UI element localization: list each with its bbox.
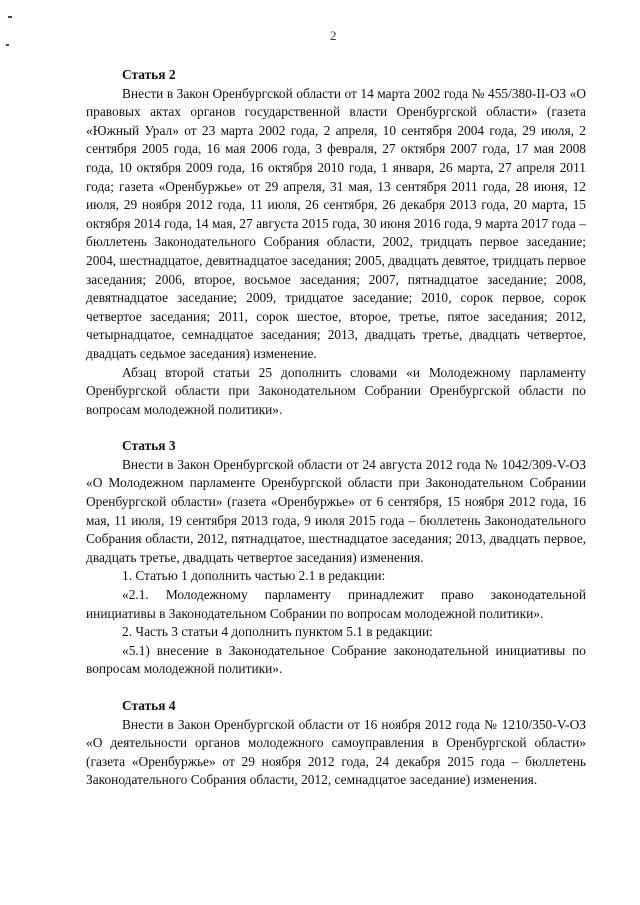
article-paragraph: «5.1) внесение в Законодательное Собрание законодательной инициативы по вопросам молодежной политики». [86,642,586,677]
article-paragraph: «2.1. Молодежному парламенту принадлежит право законодательной инициативы в Законодательном Собрании по вопросам молодежной политики». [86,587,586,621]
article-4 [86,697,586,790]
article-paragraph: Абзац второй статьи 25 дополнить словами «и Молодежному парламенту Оренбургской области при Законодательном Собрании Оренбургской области по вопросам молодежной политики». [86,364,586,417]
article-paragraph: Внести в Закон Оренбургской области от 14 марта 2002 года № 455/380-II-ОЗ «О правовых актах органов государственной власти Оренбургской области» (газета «Южный Урал» от 23 марта 2002 года, 2 апреля, 10 сентября 2004 года, 29 июля, 2 сентября 2005 года, 16 мая 2006 года, 3 февраля, 27 октября 2007 года, 17 мая 2008 года, 10 октября 2009 года, 16 октября 2010 года, 1 января, 26 марта, 27 апреля 2011 года; газета «Оренбуржье» от 29 апреля, 31 мая, 13 сентября 2011 года, 28 июня, 12 июля, 29 ноября 2012 года, 11 июля, 26 сентября, 26 декабря 2013 года, 20 марта, 15 октября 2014 года, 14 мая, 27 августа 2015 года, 30 июня 2016 года, 9 марта 2017 года – бюллетень Законодательного Собрания области, 2002, тридцать первое заседание; 2004, шестнадцатое, девятнадцатое заседания; 2005, двадцать девятое, тридцать первое заседания; 2006, второе, восьмое заседания; 2007, пятнадцатое заседание; 2008, девятнадцатое заседание; 2009, тридцатое заседание; 2010, сорок первое, сорок четвертое заседания; 2011, сорок шестое, второе, третье, пятое заседания; 2012, четырнадцатое, семнадцатое заседания; 2013, двадцать третье, двадцать четвертое, двадцать седьмое заседания) изменение. [86,85,586,361]
section-spacer [86,419,586,437]
article-paragraph: 2. Часть 3 статьи 4 дополнить пунктом 5.1 в редакции: [122,624,433,640]
scan-artifact [6,44,9,46]
article-paragraph: Внести в Закон Оренбургской области от 16 ноября 2012 года № 1210/350-V-ОЗ «О деятельности органов молодежного самоуправления в Оренбургской области» (газета «Оренбуржье» от 29 ноября 2012 года, 24 декабря 2015 года – бюллетень Законодательного Собрания области, 2012, семнадцатое заседание) изменения. [86,716,586,788]
article-3 [86,437,586,679]
article-heading: Статья 2 [122,67,176,82]
scan-artifact [8,16,12,18]
document-body [86,66,586,790]
section-spacer [86,679,586,697]
article-2 [86,66,586,419]
article-paragraph: 1. Статью 1 дополнить частью 2.1 в редакции: [122,568,386,584]
article-heading: Статья 4 [122,698,176,713]
article-heading: Статья 3 [122,438,176,454]
article-paragraph: Внести в Закон Оренбургской области от 24 августа 2012 года № 1042/309-V-ОЗ «О Молодежном парламенте Оренбургской области при Законодательном Собрании Оренбургской области» (газета «Оренбуржье» от 6 сентября, 15 ноября 2012 года, 16 мая, 11 июля, 19 сентября 2013 года, 9 июля 2015 года – бюллетень Законодательного Собрания области, 2012, пятнадцатое, шестнадцатое заседания; 2013, двадцать первое, двадцать третье, двадцать четвертое заседания) изменения. [86,456,586,565]
page-number: 2 [330,28,337,43]
